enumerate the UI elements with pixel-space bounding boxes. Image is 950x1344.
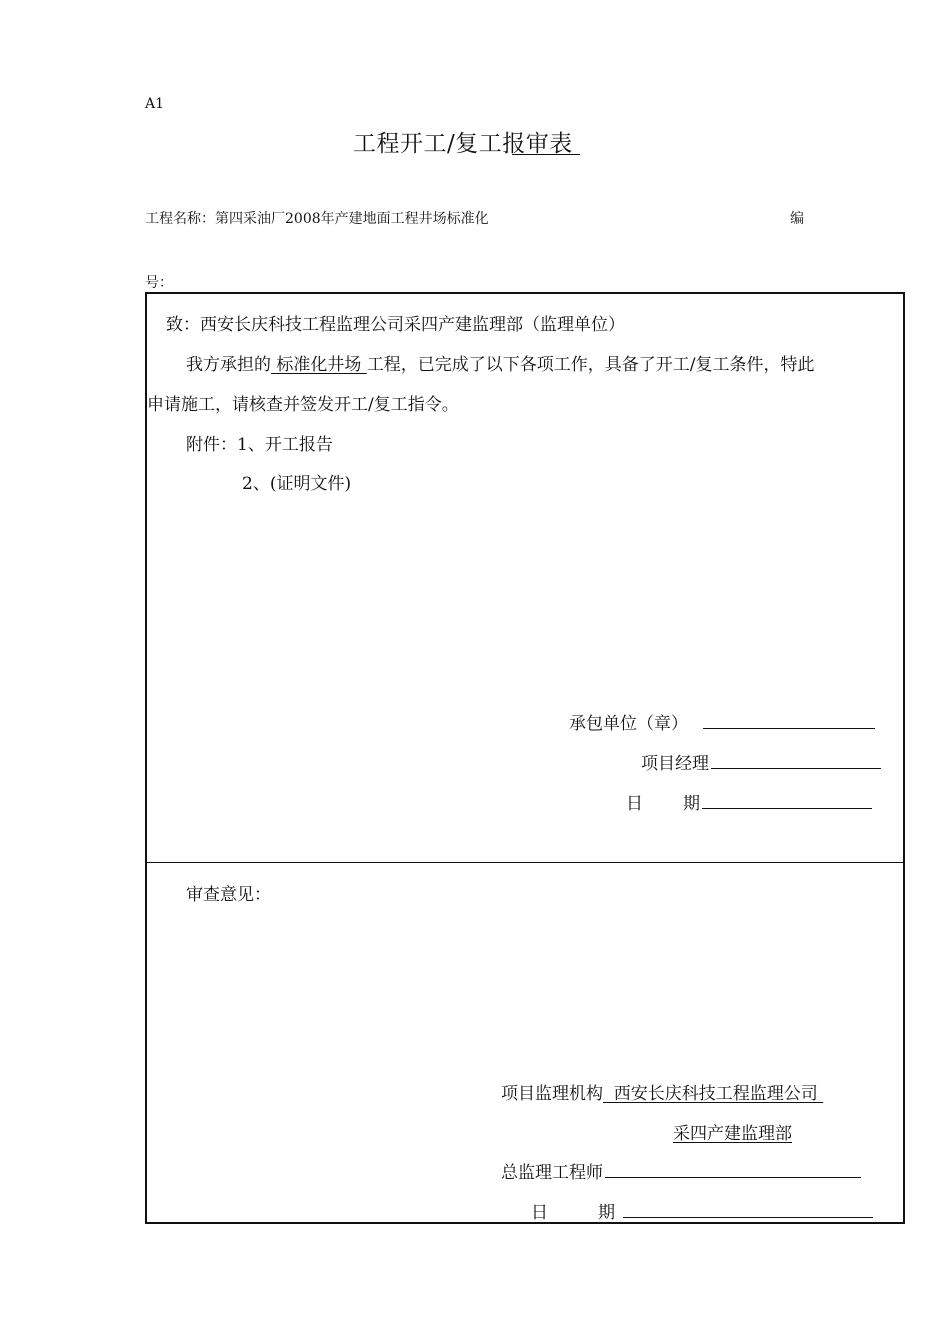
review-date-label-1: 日 xyxy=(531,1203,548,1223)
addressee-line: 致：西安长庆科技工程监理公司采四产建监理部（监理单位） xyxy=(166,315,625,335)
contractor-signature-line xyxy=(703,712,875,729)
number-label-a: 编 xyxy=(790,211,804,227)
review-date-label-2: 期 xyxy=(598,1203,615,1223)
title-underline xyxy=(512,154,580,155)
chief-engineer-signature-line xyxy=(605,1161,861,1178)
review-date-line xyxy=(623,1201,873,1218)
page-title: 工程开工/复工报审表 xyxy=(353,131,573,157)
attachment-2: 2、(证明文件) xyxy=(242,474,352,494)
project-field: 标准化井场 xyxy=(271,355,367,375)
project-name-value: 第四采油厂2008年产建地面工程井场标准化 xyxy=(215,211,489,227)
review-date-row xyxy=(531,1198,873,1223)
section-divider xyxy=(147,862,903,863)
date-row xyxy=(626,789,872,814)
chief-engineer-row xyxy=(501,1158,861,1183)
date-label-2: 期 xyxy=(683,794,700,814)
supervision-org-label: 项目监理机构 xyxy=(501,1084,603,1104)
contractor-row xyxy=(569,709,875,734)
supervision-dept xyxy=(673,1119,792,1144)
para-suffix: 工程，已完成了以下各项工作，具备了开工/复工条件，特此 xyxy=(366,355,815,375)
number-label-b: 号： xyxy=(145,275,173,291)
project-name-row xyxy=(145,208,489,228)
supervision-org-name: 西安长庆科技工程监理公司 xyxy=(603,1084,824,1104)
project-name-label: 工程名称： xyxy=(145,211,215,227)
application-paragraph-line1 xyxy=(186,350,815,375)
document-code: A1 xyxy=(145,96,165,112)
application-paragraph-line2: 申请施工，请核查并签发开工/复工指令。 xyxy=(147,395,459,415)
supervision-dept-name: 采四产建监理部 xyxy=(673,1124,792,1144)
para-prefix: 我方承担的 xyxy=(186,355,271,375)
review-opinion-label: 审查意见： xyxy=(186,885,271,905)
date-label-1: 日 xyxy=(626,794,643,814)
manager-signature-line xyxy=(711,752,881,769)
chief-engineer-label: 总监理工程师 xyxy=(501,1163,603,1183)
supervision-org-row xyxy=(501,1079,823,1104)
attachment-1: 附件：1、开工报告 xyxy=(186,435,333,455)
manager-label: 项目经理 xyxy=(641,754,709,774)
manager-row xyxy=(641,749,881,774)
contractor-label: 承包单位（章） xyxy=(569,714,688,734)
date-line xyxy=(702,792,872,809)
